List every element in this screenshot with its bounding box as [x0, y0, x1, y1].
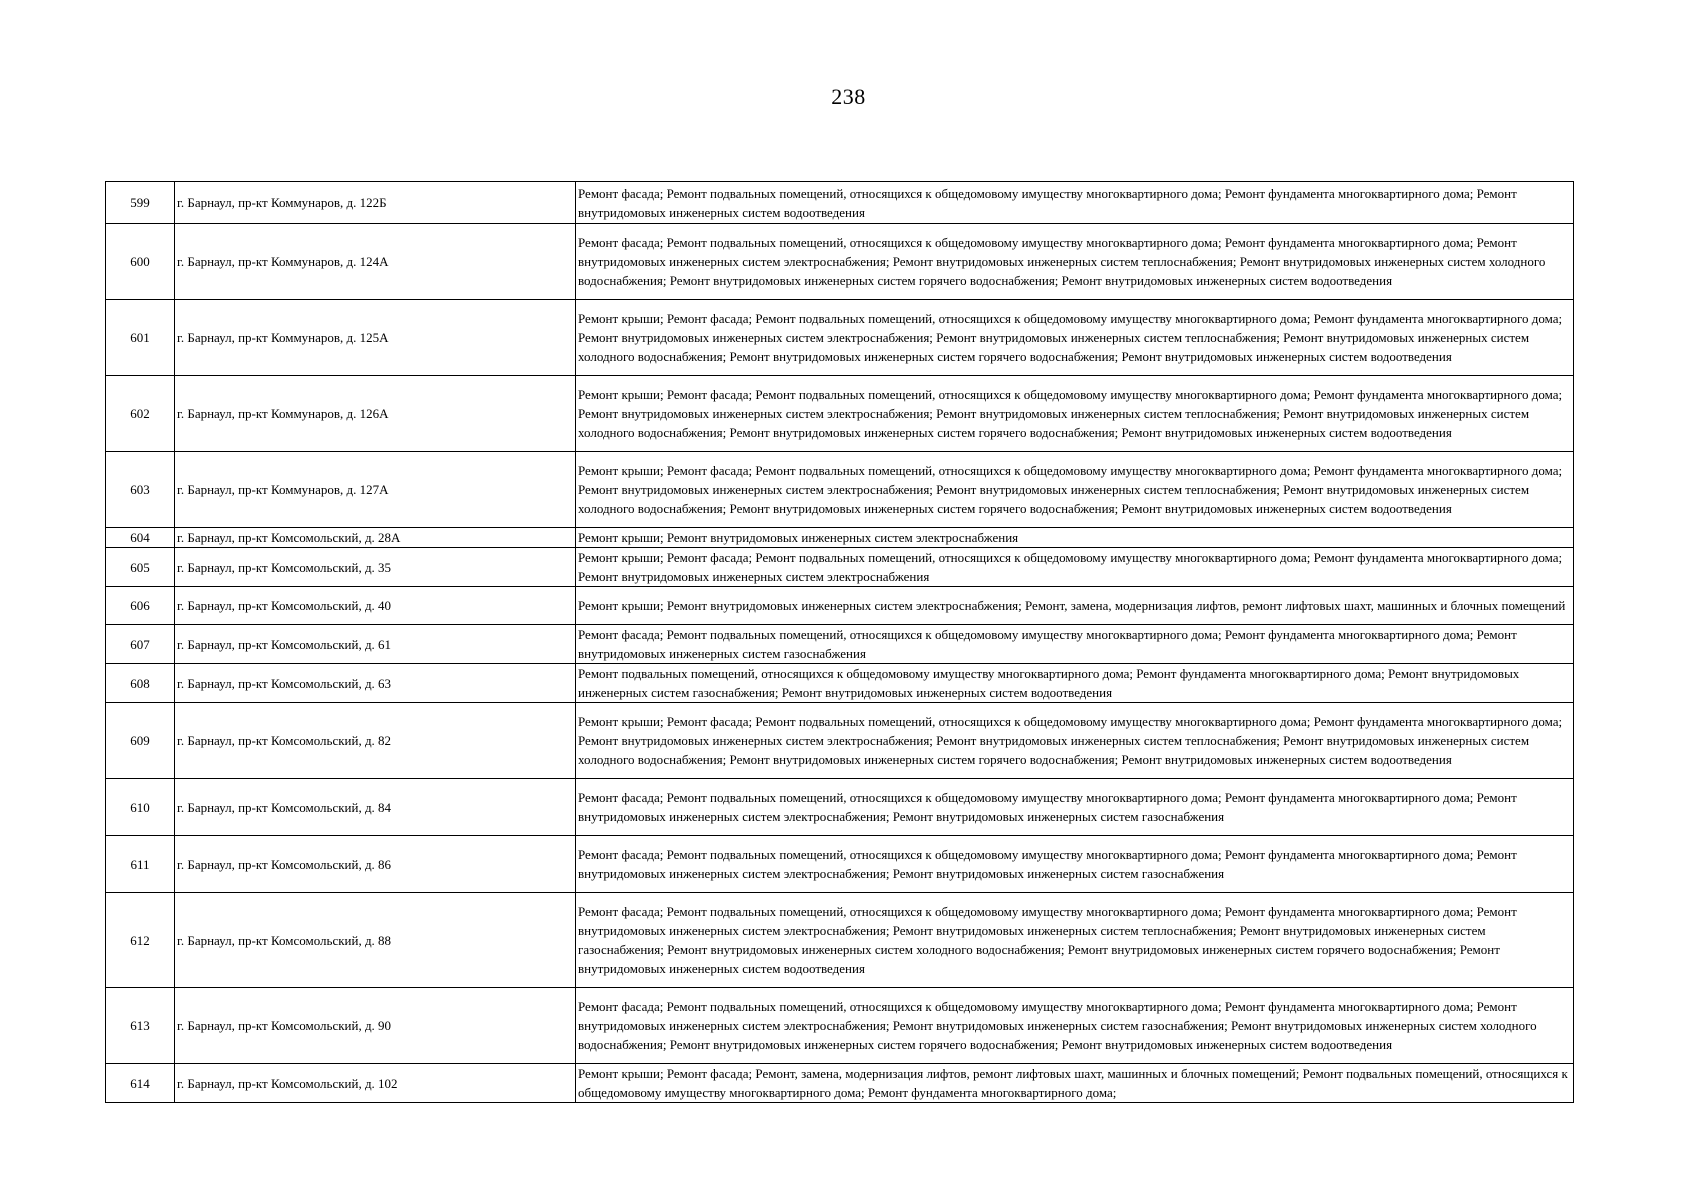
row-works: Ремонт фасада; Ремонт подвальных помещений, относящихся к общедомовому имуществу многоквартирного дома; Ремонт фундамента многоквартирного дома; Ремонт внутридомовых инженерных систем электроснабжения; Ремонт внутридомовых инженерных систем газоснабжения [576, 836, 1574, 893]
table-row [106, 779, 1574, 836]
row-number: 604 [106, 528, 175, 548]
table-row [106, 836, 1574, 893]
row-address: г. Барнаул, пр-кт Комсомольский, д. 90 [175, 988, 576, 1064]
row-works: Ремонт крыши; Ремонт фасада; Ремонт подвальных помещений, относящихся к общедомовому имуществу многоквартирного дома; Ремонт фундамента многоквартирного дома; Ремонт внутридомовых инженерных систем электроснабжения [576, 548, 1574, 587]
row-number: 614 [106, 1064, 175, 1103]
row-works: Ремонт фасада; Ремонт подвальных помещений, относящихся к общедомовому имуществу многоквартирного дома; Ремонт фундамента многоквартирного дома; Ремонт внутридомовых инженерных систем газоснабжения [576, 625, 1574, 664]
table-row [106, 664, 1574, 703]
table-row [106, 300, 1574, 376]
row-number: 613 [106, 988, 175, 1064]
row-works: Ремонт крыши; Ремонт внутридомовых инженерных систем электроснабжения; Ремонт, замена, модернизация лифтов, ремонт лифтовых шахт, машинных и блочных помещений [576, 587, 1574, 625]
table-row [106, 548, 1574, 587]
row-number: 599 [106, 182, 175, 224]
row-works: Ремонт крыши; Ремонт фасада; Ремонт подвальных помещений, относящихся к общедомовому имуществу многоквартирного дома; Ремонт фундамента многоквартирного дома; Ремонт внутридомовых инженерных систем электроснабжения; Ремонт внутридомовых инженерных систем теплоснабжения; Ремонт внутридомовых инженерных систем холодного водоснабжения; Ремонт внутридомовых инженерных систем горячего водоснабжения; Ремонт внутридомовых инженерных систем водоотведения [576, 703, 1574, 779]
row-number: 611 [106, 836, 175, 893]
row-number: 605 [106, 548, 175, 587]
table-row [106, 988, 1574, 1064]
row-address: г. Барнаул, пр-кт Коммунаров, д. 122Б [175, 182, 576, 224]
row-number: 603 [106, 452, 175, 528]
row-number: 606 [106, 587, 175, 625]
row-address: г. Барнаул, пр-кт Комсомольский, д. 28А [175, 528, 576, 548]
row-works: Ремонт крыши; Ремонт фасада; Ремонт подвальных помещений, относящихся к общедомовому имуществу многоквартирного дома; Ремонт фундамента многоквартирного дома; Ремонт внутридомовых инженерных систем электроснабжения; Ремонт внутридомовых инженерных систем теплоснабжения; Ремонт внутридомовых инженерных систем холодного водоснабжения; Ремонт внутридомовых инженерных систем горячего водоснабжения; Ремонт внутридомовых инженерных систем водоотведения [576, 300, 1574, 376]
row-works: Ремонт фасада; Ремонт подвальных помещений, относящихся к общедомовому имуществу многоквартирного дома; Ремонт фундамента многоквартирного дома; Ремонт внутридомовых инженерных систем водоотведения [576, 182, 1574, 224]
row-address: г. Барнаул, пр-кт Коммунаров, д. 124А [175, 224, 576, 300]
row-address: г. Барнаул, пр-кт Комсомольский, д. 86 [175, 836, 576, 893]
row-works: Ремонт подвальных помещений, относящихся к общедомовому имуществу многоквартирного дома; Ремонт фундамента многоквартирного дома; Ремонт внутридомовых инженерных систем газоснабжения; Ремонт внутридомовых инженерных систем водоотведения [576, 664, 1574, 703]
table-row [106, 528, 1574, 548]
row-works: Ремонт фасада; Ремонт подвальных помещений, относящихся к общедомовому имуществу многоквартирного дома; Ремонт фундамента многоквартирного дома; Ремонт внутридомовых инженерных систем электроснабжения; Ремонт внутридомовых инженерных систем газоснабжения; Ремонт внутридомовых инженерных систем холодного водоснабжения; Ремонт внутридомовых инженерных систем горячего водоснабжения; Ремонт внутридомовых инженерных систем водоотведения [576, 988, 1574, 1064]
table-row [106, 224, 1574, 300]
table-row [106, 625, 1574, 664]
table-row [106, 587, 1574, 625]
table-row [106, 182, 1574, 224]
repair-table [105, 181, 1574, 1103]
row-works: Ремонт крыши; Ремонт внутридомовых инженерных систем электроснабжения [576, 528, 1574, 548]
table-row [106, 1064, 1574, 1103]
table-row [106, 452, 1574, 528]
row-number: 602 [106, 376, 175, 452]
row-address: г. Барнаул, пр-кт Комсомольский, д. 102 [175, 1064, 576, 1103]
row-number: 608 [106, 664, 175, 703]
row-address: г. Барнаул, пр-кт Комсомольский, д. 84 [175, 779, 576, 836]
row-address: г. Барнаул, пр-кт Комсомольский, д. 88 [175, 893, 576, 988]
row-number: 601 [106, 300, 175, 376]
row-address: г. Барнаул, пр-кт Комсомольский, д. 82 [175, 703, 576, 779]
table-row [106, 703, 1574, 779]
row-works: Ремонт фасада; Ремонт подвальных помещений, относящихся к общедомовому имуществу многоквартирного дома; Ремонт фундамента многоквартирного дома; Ремонт внутридомовых инженерных систем электроснабжения; Ремонт внутридомовых инженерных систем теплоснабжения; Ремонт внутридомовых инженерных систем холодного водоснабжения; Ремонт внутридомовых инженерных систем горячего водоснабжения; Ремонт внутридомовых инженерных систем водоотведения [576, 224, 1574, 300]
row-works: Ремонт фасада; Ремонт подвальных помещений, относящихся к общедомовому имуществу многоквартирного дома; Ремонт фундамента многоквартирного дома; Ремонт внутридомовых инженерных систем электроснабжения; Ремонт внутридомовых инженерных систем газоснабжения [576, 779, 1574, 836]
row-works: Ремонт крыши; Ремонт фасада; Ремонт подвальных помещений, относящихся к общедомовому имуществу многоквартирного дома; Ремонт фундамента многоквартирного дома; Ремонт внутридомовых инженерных систем электроснабжения; Ремонт внутридомовых инженерных систем теплоснабжения; Ремонт внутридомовых инженерных систем холодного водоснабжения; Ремонт внутридомовых инженерных систем горячего водоснабжения; Ремонт внутридомовых инженерных систем водоотведения [576, 452, 1574, 528]
row-works: Ремонт крыши; Ремонт фасада; Ремонт, замена, модернизация лифтов, ремонт лифтовых шахт, машинных и блочных помещений; Ремонт подвальных помещений, относящихся к общедомовому имуществу многоквартирного дома; Ремонт фундамента многоквартирного дома; [576, 1064, 1574, 1103]
table-row [106, 893, 1574, 988]
row-address: г. Барнаул, пр-кт Комсомольский, д. 40 [175, 587, 576, 625]
row-address: г. Барнаул, пр-кт Коммунаров, д. 125А [175, 300, 576, 376]
row-works: Ремонт крыши; Ремонт фасада; Ремонт подвальных помещений, относящихся к общедомовому имуществу многоквартирного дома; Ремонт фундамента многоквартирного дома; Ремонт внутридомовых инженерных систем электроснабжения; Ремонт внутридомовых инженерных систем теплоснабжения; Ремонт внутридомовых инженерных систем холодного водоснабжения; Ремонт внутридомовых инженерных систем горячего водоснабжения; Ремонт внутридомовых инженерных систем водоотведения [576, 376, 1574, 452]
row-address: г. Барнаул, пр-кт Комсомольский, д. 63 [175, 664, 576, 703]
row-address: г. Барнаул, пр-кт Коммунаров, д. 127А [175, 452, 576, 528]
row-address: г. Барнаул, пр-кт Коммунаров, д. 126А [175, 376, 576, 452]
row-address: г. Барнаул, пр-кт Комсомольский, д. 35 [175, 548, 576, 587]
page-number: 238 [831, 84, 866, 109]
row-number: 607 [106, 625, 175, 664]
row-works: Ремонт фасада; Ремонт подвальных помещений, относящихся к общедомовому имуществу многоквартирного дома; Ремонт фундамента многоквартирного дома; Ремонт внутридомовых инженерных систем электроснабжения; Ремонт внутридомовых инженерных систем теплоснабжения; Ремонт внутридомовых инженерных систем газоснабжения; Ремонт внутридомовых инженерных систем холодного водоснабжения; Ремонт внутридомовых инженерных систем горячего водоснабжения; Ремонт внутридомовых инженерных систем водоотведения [576, 893, 1574, 988]
row-number: 612 [106, 893, 175, 988]
row-number: 610 [106, 779, 175, 836]
row-address: г. Барнаул, пр-кт Комсомольский, д. 61 [175, 625, 576, 664]
table-row [106, 376, 1574, 452]
row-number: 609 [106, 703, 175, 779]
row-number: 600 [106, 224, 175, 300]
